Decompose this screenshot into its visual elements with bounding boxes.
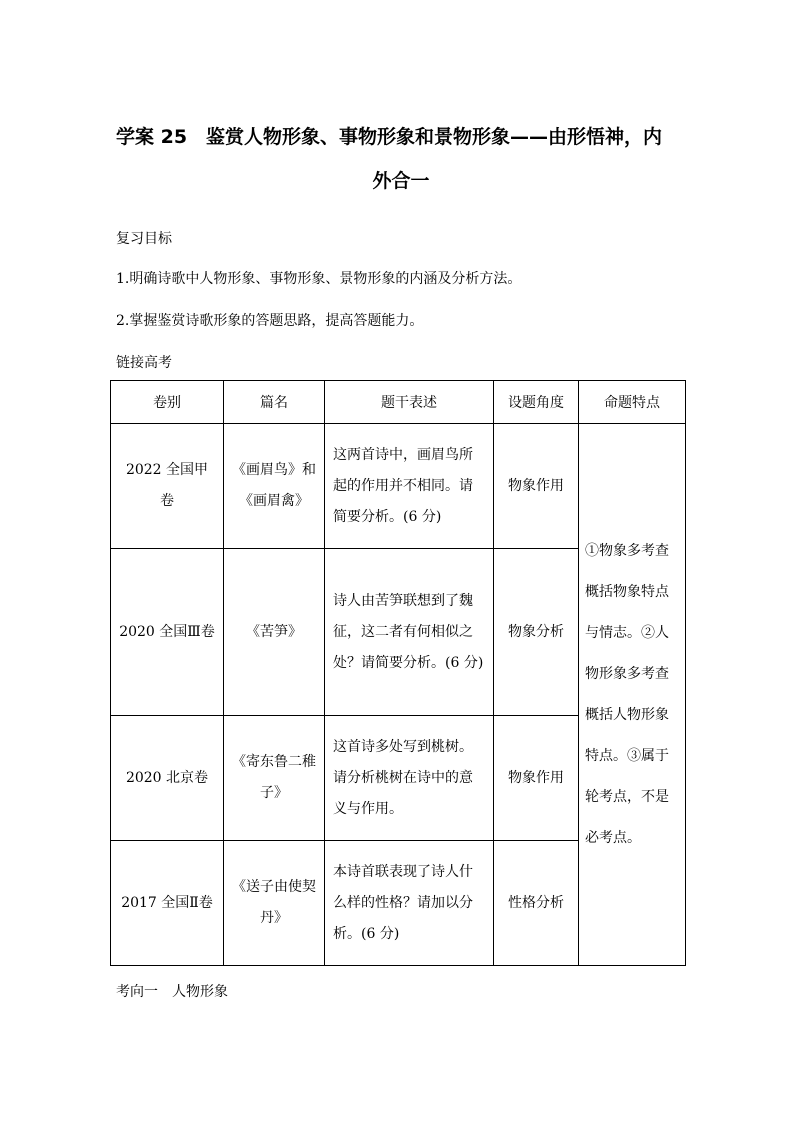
piece-cell: 《送子由使契丹》 xyxy=(224,841,325,966)
column-header: 卷别 xyxy=(111,381,224,424)
question-cell: 这两首诗中，画眉鸟所起的作用并不相同。请简要分析。(6 分) xyxy=(325,424,494,549)
paper-cell: 2017 全国Ⅱ卷 xyxy=(111,841,224,966)
exam-table xyxy=(110,380,686,966)
table-row xyxy=(111,424,686,549)
column-header: 设题角度 xyxy=(494,381,579,424)
angle-cell: 物象作用 xyxy=(494,716,579,841)
piece-cell: 《寄东鲁二稚子》 xyxy=(224,716,325,841)
paper-cell: 2022 全国甲卷 xyxy=(111,424,224,549)
review-goals-heading: 复习目标 xyxy=(116,231,172,247)
review-goal-item: 1.明确诗歌中人物形象、事物形象、景物形象的内涵及分析方法。 xyxy=(116,271,522,287)
angle-cell: 性格分析 xyxy=(494,841,579,966)
piece-cell: 《画眉鸟》和《画眉禽》 xyxy=(224,424,325,549)
question-cell: 这首诗多处写到桃树。请分析桃树在诗中的意义与作用。 xyxy=(325,716,494,841)
column-header: 篇名 xyxy=(224,381,325,424)
review-goal-item: 2.掌握鉴赏诗歌形象的答题思路，提高答题能力。 xyxy=(116,313,424,329)
question-cell: 本诗首联表现了诗人什么样的性格？请加以分析。(6 分) xyxy=(325,841,494,966)
title-line-1: 学案 25 鉴赏人物形象、事物形象和景物形象——由形悟神，内 xyxy=(116,126,663,148)
column-header: 命题特点 xyxy=(579,381,686,424)
angle-cell: 物象分析 xyxy=(494,549,579,716)
paper-cell: 2020 北京卷 xyxy=(111,716,224,841)
question-cell: 诗人由苦笋联想到了魏征，这二者有何相似之处？请简要分析。(6 分) xyxy=(325,549,494,716)
column-header: 题干表述 xyxy=(325,381,494,424)
link-exam-heading: 链接高考 xyxy=(116,355,172,371)
direction-heading: 考向一 人物形象 xyxy=(116,984,228,1000)
piece-cell: 《苦笋》 xyxy=(224,549,325,716)
title-line-2: 外合一 xyxy=(372,170,430,192)
feature-cell: ①物象多考查概括物象特点与情志。②人物形象多考查概括人物形象特点。③属于轮考点，不是必考点。 xyxy=(579,424,686,966)
page-title xyxy=(116,115,686,203)
paper-cell: 2020 全国Ⅲ卷 xyxy=(111,549,224,716)
table-header-row xyxy=(111,381,686,424)
angle-cell: 物象作用 xyxy=(494,424,579,549)
